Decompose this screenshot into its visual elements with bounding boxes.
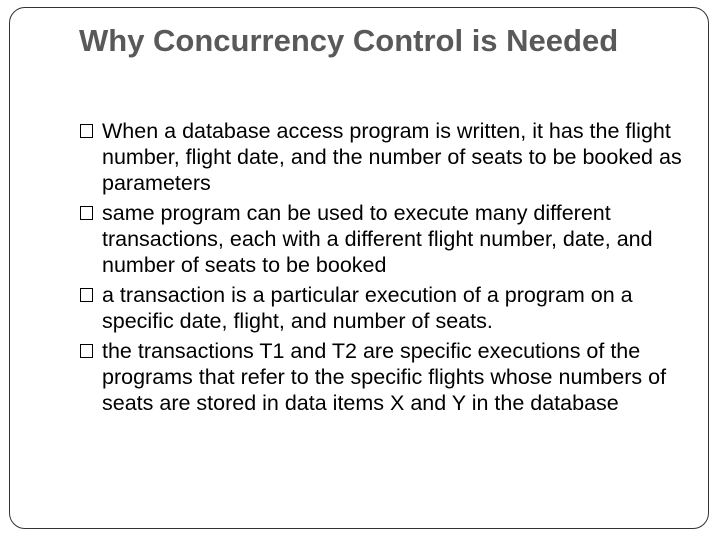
- bullet-text: same program can be used to execute many different transactions, each with a different flight number, date, and number of seats to be booked: [102, 201, 653, 277]
- bullet-item: [80, 200, 690, 278]
- bullet-text: the transactions T1 and T2 are specific executions of the programs that refer to the specific flights whose numbers of seats are stored in data items X and Y in the database: [102, 339, 667, 415]
- bullet-text: When a database access program is written, it has the flight number, flight date, and the number of seats to be booked as parameters: [102, 119, 682, 195]
- bullet-item: [80, 118, 690, 196]
- bullet-list: [80, 118, 690, 420]
- bullet-item: [80, 282, 690, 334]
- bullet-text: a transaction is a particular execution of a program on a specific date, flight, and number of seats.: [102, 283, 633, 333]
- bullet-item: [80, 338, 690, 416]
- square-bullet-icon: [80, 288, 93, 302]
- square-bullet-icon: [80, 206, 93, 220]
- slide-title: Why Concurrency Control is Needed: [79, 23, 619, 58]
- square-bullet-icon: [80, 124, 93, 138]
- square-bullet-icon: [80, 344, 93, 358]
